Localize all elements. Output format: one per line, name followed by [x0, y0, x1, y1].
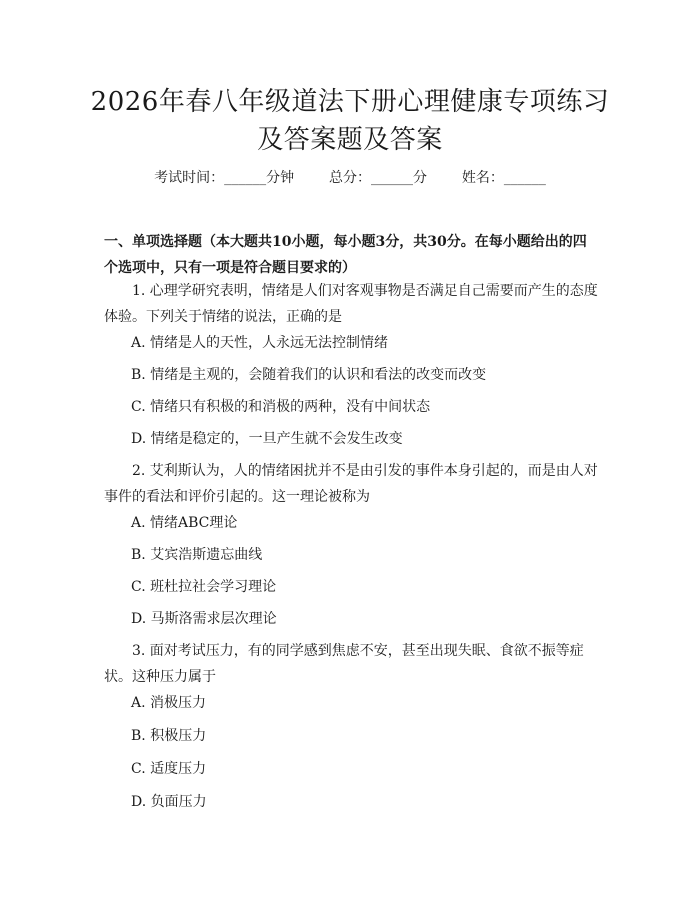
- question-1-stem-line-2: 体验。下列关于情绪的说法，正确的是: [104, 309, 342, 325]
- question-1-option-c: C. 情绪只有积极的和消极的两种，没有中间状态: [131, 399, 431, 415]
- question-1-stem-line-1: 1. 心理学研究表明，情绪是人们对客观事物是否满足自己需要而产生的态度: [132, 283, 598, 299]
- question-3-stem: [104, 638, 604, 690]
- question-2-stem-line-1: 2. 艾利斯认为，人的情绪困扰并不是由引发的事件本身引起的，而是由人对: [132, 463, 598, 479]
- question-3-option-c: C. 适度压力: [131, 761, 207, 777]
- question-2-option-c: C. 班杜拉社会学习理论: [131, 579, 277, 595]
- section-heading-line-1: 一、单项选择题（本大题共10小题，每小题3分，共30分。在每小题给出的四: [104, 234, 587, 250]
- exam-time: 考试时间：______分钟: [154, 170, 295, 186]
- section-heading: [104, 229, 604, 281]
- question-1-option-a: A. 情绪是人的天性，人永远无法控制情绪: [131, 335, 389, 351]
- question-3-stem-line-1: 3. 面对考试压力，有的同学感到焦虑不安，甚至出现失眠、食欲不振等症: [132, 643, 584, 659]
- student-name: 姓名：______: [461, 170, 546, 186]
- exam-meta: [0, 168, 700, 188]
- question-2-stem: [104, 458, 604, 510]
- section-heading-line-2: 个选项中，只有一项是符合题目要求的）: [104, 260, 356, 276]
- exam-total-score: 总分：______分: [329, 170, 427, 186]
- document-title-line-1: 2026年春八年级道法下册心理健康专项练习: [90, 87, 610, 117]
- question-1-stem: [104, 278, 604, 330]
- question-2-option-b: B. 艾宾浩斯遗忘曲线: [131, 547, 263, 563]
- question-3-stem-line-2: 状。这种压力属于: [104, 669, 216, 685]
- document-title-line-2: 及答案题及答案: [257, 125, 443, 155]
- question-2-option-d: D. 马斯洛需求层次理论: [131, 611, 277, 627]
- question-3-option-b: B. 积极压力: [131, 728, 207, 744]
- question-3-option-d: D. 负面压力: [131, 794, 207, 810]
- question-1-option-d: D. 情绪是稳定的，一旦产生就不会发生改变: [131, 431, 403, 447]
- question-2-option-a: A. 情绪ABC理论: [131, 515, 238, 531]
- question-3-option-a: A. 消极压力: [131, 695, 207, 711]
- question-2-stem-line-2: 事件的看法和评价引起的。这一理论被称为: [104, 489, 370, 505]
- question-1-option-b: B. 情绪是主观的，会随着我们的认识和看法的改变而改变: [131, 367, 487, 383]
